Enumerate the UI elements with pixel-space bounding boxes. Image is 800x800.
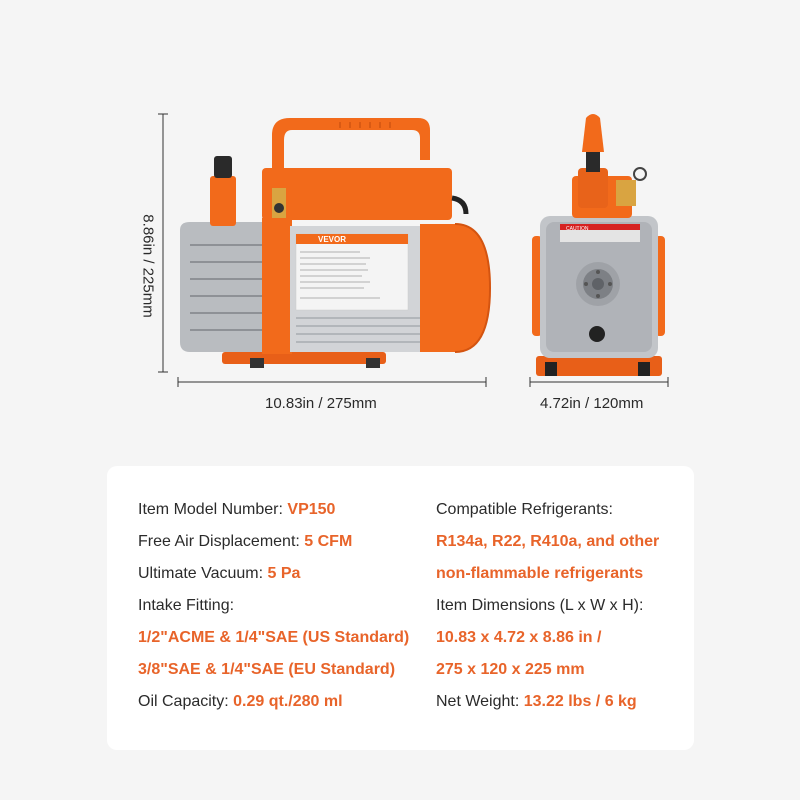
spec-vacuum: Ultimate Vacuum: 5 Pa (138, 565, 301, 582)
spec-intake-label: Intake Fitting: (138, 597, 235, 614)
specifications-card (107, 466, 694, 750)
spec-dimensions-label: Item Dimensions (L x W x H): (436, 597, 644, 614)
length-dimension-label: 10.83in / 275mm (265, 395, 377, 412)
spec-model: Item Model Number: VP150 (138, 501, 336, 518)
spec-net-weight: Net Weight: 13.22 lbs / 6 kg (436, 693, 637, 710)
spec-dimensions-metric: 275 x 120 x 225 mm (436, 661, 585, 678)
height-dimension-line (158, 114, 168, 372)
brand-label: VEVOR (318, 235, 347, 244)
spec-intake-eu: 3/8"SAE & 1/4"SAE (EU Standard) (138, 661, 396, 678)
spec-dimensions-imperial: 10.83 x 4.72 x 8.86 in / (436, 629, 602, 646)
width-dimension-label: 4.72in / 120mm (540, 395, 644, 412)
spec-oil-capacity: Oil Capacity: 0.29 qt./280 ml (138, 693, 343, 710)
width-dimension-line (530, 377, 668, 387)
spec-air-displacement: Free Air Displacement: 5 CFM (138, 533, 353, 550)
spec-refrigerants-line1: R134a, R22, R410a, and other (436, 533, 660, 550)
caution-sticker: CAUTION (566, 226, 589, 232)
pump-side-view (532, 114, 665, 376)
length-dimension-line (178, 377, 486, 387)
spec-refrigerants-line2: non-flammable refrigerants (436, 565, 644, 582)
pump-front-view (180, 118, 490, 368)
spec-intake-us: 1/2"ACME & 1/4"SAE (US Standard) (138, 629, 410, 646)
spec-refrigerants-label: Compatible Refrigerants: (436, 501, 613, 518)
height-dimension-label: 8.86in / 225mm (139, 214, 157, 318)
